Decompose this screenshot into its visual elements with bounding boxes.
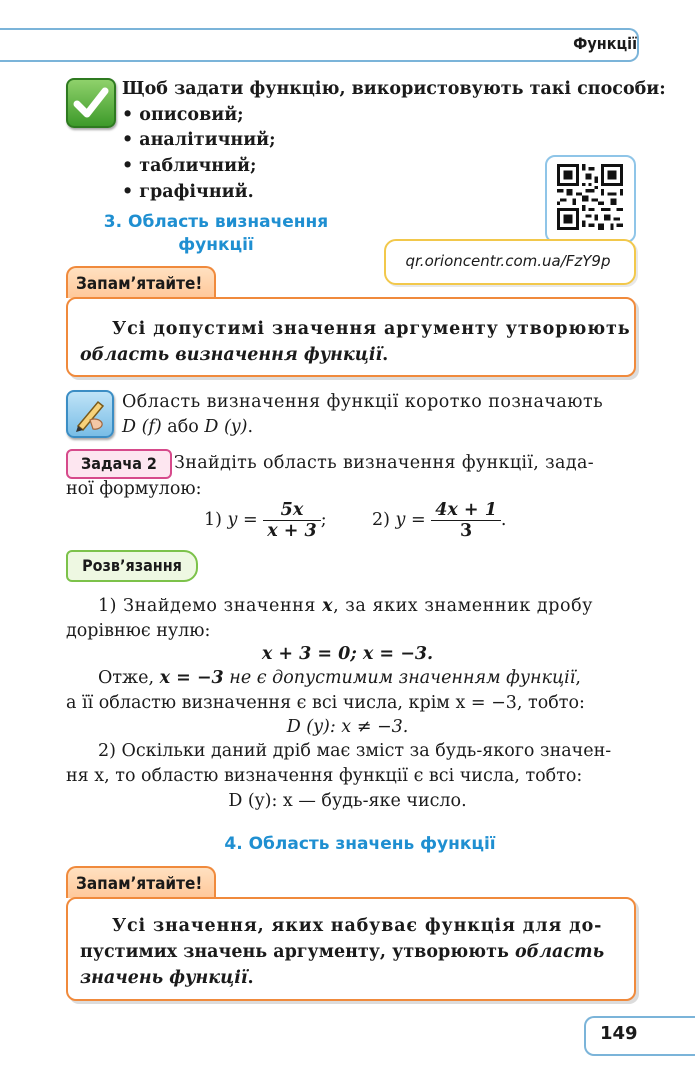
page-number: 149 xyxy=(600,1023,638,1044)
formula-1-numerator: 5x xyxy=(263,500,320,521)
checkmark-icon xyxy=(66,78,116,128)
task2-line2: ної формулою: xyxy=(66,479,202,499)
solution-p2-italic: не є допустимим значенням функції xyxy=(223,668,576,688)
task2-line1: Знайдіть область визначення функції, зада- xyxy=(174,453,594,473)
solution-p2-line2: а її областю визначення є всі числа, крім x = −3, тобто: xyxy=(66,693,585,713)
formula-2-denominator: 3 xyxy=(459,521,473,541)
section3-heading-line1: 3. Область визначення xyxy=(103,212,329,232)
pencil-hand-icon xyxy=(66,390,114,438)
solution-tag: Розв’язання xyxy=(66,550,198,582)
methods-item-1: • описовий; xyxy=(122,105,244,125)
solution-p3-line1: 2) Оскільки даний дріб має зміст за будь-якого значен- xyxy=(98,741,612,761)
remember-tab-1: Запам’ятайте! xyxy=(66,266,216,298)
solution-p1-line1 xyxy=(98,593,593,619)
remember2-line2-italic: область xyxy=(514,942,605,962)
formula-2-numerator: 4x + 1 xyxy=(431,500,501,521)
remember1-term: область визначення функції xyxy=(80,345,383,365)
solution-p1-x: x xyxy=(322,596,334,616)
solution-p1-a: 1) Знайдемо значення xyxy=(98,596,323,616)
solution-p1-line2: дорівнює нулю: xyxy=(66,621,211,641)
note-dy: D (y) xyxy=(204,417,248,437)
formula-1-denominator: x + 3 xyxy=(267,521,317,541)
solution-p2-x: x = −3 xyxy=(159,668,224,688)
solution-eq1: x + 3 = 0; x = −3. xyxy=(261,644,434,664)
formula-2-lhs: y = xyxy=(395,510,426,530)
header-bar xyxy=(0,28,639,62)
remember2-line3-end: . xyxy=(247,968,254,988)
formula-2-end: . xyxy=(500,510,507,530)
section3-heading-line2: функції xyxy=(178,235,254,255)
solution-p2-line1 xyxy=(98,665,581,691)
remember1-end: . xyxy=(382,345,389,365)
note-line1: Область визначення функції коротко позначають xyxy=(122,392,604,412)
solution-eq3: D (y): x — будь-яке число. xyxy=(228,791,467,811)
methods-intro: Щоб задати функцію, використовують такі способи: xyxy=(122,79,666,99)
methods-item-4: • графічний. xyxy=(122,182,254,202)
remember2-line3-italic: значень функції xyxy=(80,968,248,988)
remember2-line1: Усі значення, яких набуває функція для до- xyxy=(112,916,603,936)
solution-eq2: D (y): x ≠ −3. xyxy=(286,717,409,737)
task2-tag: Задача 2 xyxy=(66,449,172,479)
note-end: . xyxy=(247,417,254,437)
solution-p1-b: , за яких знаменник дробу xyxy=(333,596,594,616)
formula-1-lhs: y = xyxy=(227,510,258,530)
remember-tab-2: Запам’ятайте! xyxy=(66,866,216,898)
methods-item-3: • табличний; xyxy=(122,156,257,176)
solution-p2-a: Отже, xyxy=(98,668,160,688)
remember1-text-line1: Усі допустимі значення аргументу утворюють xyxy=(112,319,631,339)
header-section-title: Функції xyxy=(573,34,637,53)
methods-item-2: • аналітичний; xyxy=(122,130,276,150)
formula-2 xyxy=(372,500,506,541)
formula-1-end: ; xyxy=(320,510,327,530)
note-or: або xyxy=(161,417,205,437)
solution-p2-c: , xyxy=(575,668,581,688)
qr-code-icon xyxy=(557,164,623,230)
qr-code-box[interactable] xyxy=(545,155,636,243)
formula-1-number: 1) xyxy=(204,510,228,530)
solution-p3-line2: ня x, то областю визначення функції є всі числа, тобто: xyxy=(66,766,583,786)
formula-2-number: 2) xyxy=(372,510,396,530)
section4-heading: 4. Область значень функції xyxy=(224,834,496,854)
qr-link-text[interactable]: qr.orioncentr.com.ua/FzY9p xyxy=(405,252,611,270)
formula-1 xyxy=(204,500,327,541)
note-df: D (f) xyxy=(122,417,162,437)
remember2-line2-bold: пустимих значень аргументу, утворюють xyxy=(80,942,515,962)
